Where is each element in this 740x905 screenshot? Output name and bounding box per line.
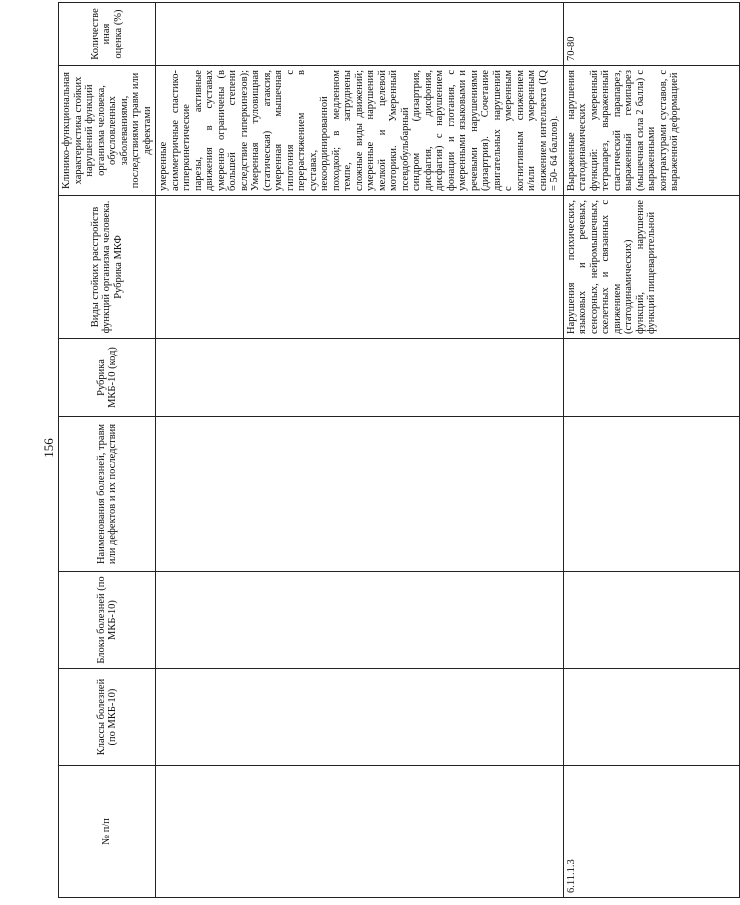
cell-clinical: умеренные асимметричные спастико-гиперкинетические парезы, активные движения в суставах умеренно ограничены (в большей степени вследствие гиперкинезов); Умеренная туловищная (статическая) атаксия, умеренная мышечная гипотония с перерастяжением в суставах, некоординированной походкой; в медленном темпе, затруднены сложные виды движений; умеренные нарушения мелкой и целевой моторики. Умеренный псевдобульбарный синдром (дизартрия, дисфагия, дисфония, дисфагия) с нарушением фонации и глотания, с умеренными языковыми и речевыми нарушениями (дизартрия). Сочетание двигательных нарушений с умеренным когнитивным снижением и/или умеренным снижением интеллекта (IQ = 50- 64 баллов).: [156, 66, 564, 196]
page-number: 156: [41, 438, 56, 458]
table-row: [156, 3, 564, 898]
cell-score: [156, 3, 564, 66]
cell-functions: [156, 196, 564, 339]
cell-functions: Нарушения психических, языковых и речевых, сенсорных, нейромышечных, скелетных и связанных с движением (статодинамических) функций, нарушение функций пищеварительной: [563, 196, 739, 339]
cell-number: 6.11.1.3: [563, 766, 739, 898]
header-clinical-characteristics: Клинико-функциональная характеристика стойких нарушений функций организма человека, обусловленных заболеваниями, последствиями травм или дефектами: [59, 66, 156, 196]
header-icd-code: Рубрика МКБ-10 (код): [59, 339, 156, 417]
header-function-types: Виды стойких расстройств функций организма человека. Рубрика МКФ: [59, 196, 156, 339]
cell-number: [156, 766, 564, 898]
cell-score: 70-80: [563, 3, 739, 66]
cell-class: [563, 669, 739, 766]
header-disease-names: Наименования болезней, травм или дефектов и их последствия: [59, 417, 156, 572]
table-row: [563, 3, 739, 898]
header-disease-classes: Классы болезней (по МКБ-10): [59, 669, 156, 766]
header-number: № п/п: [59, 766, 156, 898]
rotated-table-frame: [58, 3, 680, 898]
cell-icd: [563, 339, 739, 417]
header-row: [59, 3, 156, 898]
cell-icd: [156, 339, 564, 417]
cell-class: [156, 669, 564, 766]
cell-disease: [156, 417, 564, 572]
header-disease-blocks: Блоки болезней (по МКБ-10): [59, 572, 156, 669]
cell-block: [563, 572, 739, 669]
cell-block: [156, 572, 564, 669]
disability-criteria-table: [58, 2, 740, 898]
header-score: Количестве иная оценка (%): [59, 3, 156, 66]
cell-clinical: Выраженные нарушения статодинамических функций: умеренный тетрапарез, выраженный спастический парапарез, выраженный гемипарез (мышечная сила 2 балла) с выраженными контрактурами суставов, с выраженной деформацией: [563, 66, 739, 196]
cell-disease: [563, 417, 739, 572]
